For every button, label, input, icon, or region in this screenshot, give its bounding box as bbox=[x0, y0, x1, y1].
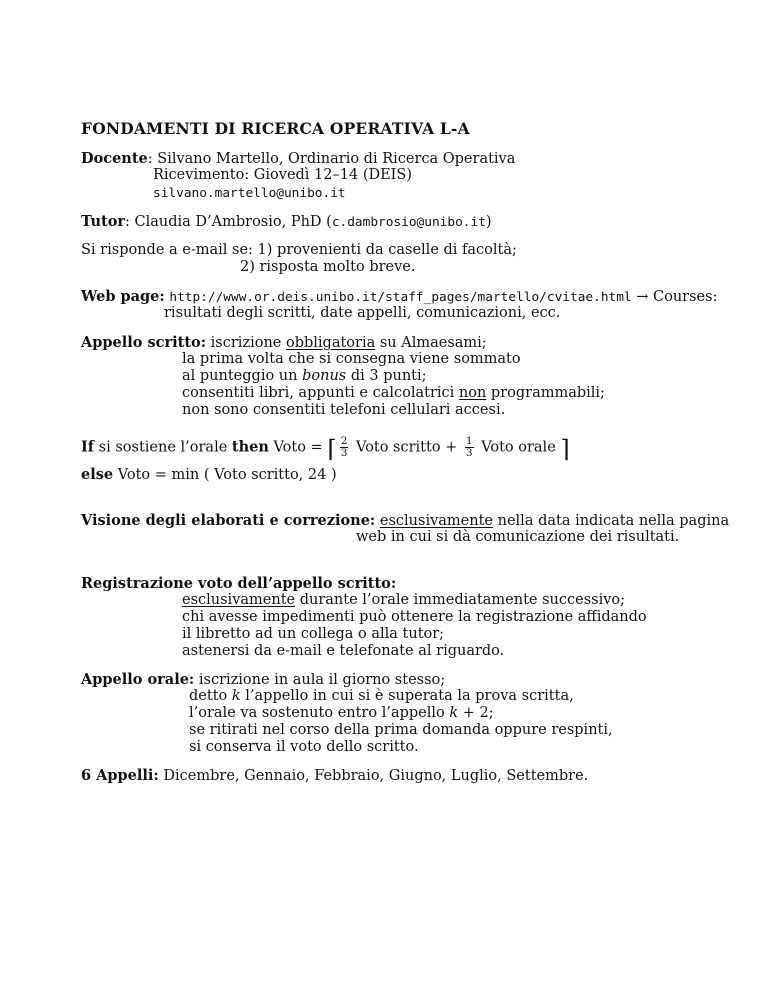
web-page-url: http://www.or.deis.unibo.it/staff_pages/martello/cvitae.html bbox=[169, 290, 632, 305]
fraction-numerator: 1 bbox=[465, 435, 473, 447]
appello-orale-text: iscrizione in aula il giorno stesso; bbox=[198, 672, 446, 688]
registrazione-line-4: astenersi da e-mail e telefonate al riguardo. bbox=[182, 643, 505, 659]
orale-entro-text: l’orale va sostenuto entro l’appello bbox=[189, 705, 450, 721]
email-rule-2: 2) risposta molto breve. bbox=[240, 259, 416, 275]
appello-text: l’appello in cui si è superata la prova scritta, bbox=[240, 688, 574, 704]
ricevimento-line: Ricevimento: Giovedì 12–14 (DEIS) bbox=[153, 167, 413, 183]
appelli-label: 6 Appelli: bbox=[81, 767, 159, 784]
appello-scritto-line-4 bbox=[182, 385, 605, 402]
email-rule-1: Si risponde a e-mail se: 1) provenienti da caselle di facoltà; bbox=[81, 242, 517, 258]
docente-label: Docente bbox=[81, 150, 148, 167]
appello-scritto-label: Appello scritto: bbox=[81, 334, 207, 351]
esclusivamente-text: esclusivamente bbox=[182, 592, 296, 608]
docente-line bbox=[81, 150, 515, 168]
registrazione-label-text: Registrazione voto dell’appello scritto: bbox=[81, 575, 397, 592]
appello-scritto-line-5: non sono consentiti telefoni cellulari accesi. bbox=[182, 402, 506, 418]
non-text: non bbox=[458, 385, 487, 401]
registrazione-label bbox=[81, 575, 396, 593]
fraction-two-thirds bbox=[340, 436, 349, 459]
fraction-denominator: 3 bbox=[340, 447, 348, 459]
document-title: FONDAMENTI DI RICERCA OPERATIVA L-A bbox=[81, 119, 470, 138]
registrazione-line-2: chi avesse impedimenti può ottenere la registrazione affidando bbox=[182, 609, 647, 625]
bonus-post: di 3 punti; bbox=[346, 368, 427, 384]
formula-else-line bbox=[81, 466, 337, 484]
detto-text: detto bbox=[189, 688, 232, 704]
registrazione-line-1 bbox=[182, 592, 625, 609]
appello-orale-line-3 bbox=[189, 705, 494, 722]
fraction-one-third bbox=[465, 436, 474, 459]
appello-orale-label: Appello orale: bbox=[81, 671, 195, 688]
formula-voto-eq: Voto = bbox=[268, 439, 328, 456]
appello-orale-line-2 bbox=[189, 688, 574, 705]
arrow-icon: → bbox=[636, 289, 649, 305]
visione-line-1 bbox=[81, 512, 729, 530]
appello-scritto-line-1 bbox=[81, 334, 487, 352]
appelli-months: Dicembre, Gennaio, Febbraio, Giugno, Luglio, Settembre. bbox=[158, 768, 589, 784]
else-keyword: else bbox=[81, 466, 114, 483]
web-page-line bbox=[81, 288, 717, 306]
tutor-line bbox=[81, 213, 492, 231]
formula-term-1: Voto scritto + bbox=[351, 439, 462, 456]
tutor-email: c.dambrosio@unibo.it bbox=[331, 215, 486, 230]
tutor-text: : Claudia D’Ambrosio, PhD ( bbox=[125, 214, 332, 230]
calcolatrici-pre: consentiti libri, appunti e calcolatrici bbox=[182, 385, 459, 401]
visione-line-2: web in cui si dà comunicazione dei risultati. bbox=[356, 529, 680, 545]
appello-scritto-line-3 bbox=[182, 368, 427, 385]
plus-two-text: + 2; bbox=[458, 705, 494, 721]
appelli-line bbox=[81, 767, 588, 785]
registrazione-text: durante l’orale immediatamente successivo; bbox=[295, 592, 626, 608]
appello-orale-line-1 bbox=[81, 671, 445, 689]
tutor-close-paren: ) bbox=[485, 214, 492, 230]
formula-term-2: Voto orale bbox=[476, 439, 561, 456]
appello-scritto-text-end: su Almaesami; bbox=[375, 335, 487, 351]
appello-orale-line-5: si conserva il voto dello scritto. bbox=[189, 739, 419, 755]
visione-label: Visione degli elaborati e correzione: bbox=[81, 512, 376, 529]
esclusivamente-text: esclusivamente bbox=[379, 513, 494, 529]
visione-text: nella data indicata nella pagina bbox=[493, 513, 730, 529]
ceil-right: ⌉ bbox=[560, 434, 570, 463]
formula-condition: si sostiene l’orale bbox=[94, 439, 232, 456]
appello-scritto-line-2: la prima volta che si consegna viene sommato bbox=[182, 351, 521, 367]
courses-text: Courses: bbox=[653, 289, 718, 305]
ceil-left: ⌈ bbox=[327, 434, 337, 463]
formula-if-line bbox=[81, 434, 570, 463]
docente-text: : Silvano Martello, Ordinario di Ricerca Operativa bbox=[147, 151, 516, 167]
appello-orale-line-4: se ritirati nel corso della prima domanda oppure respinti, bbox=[189, 722, 613, 738]
obbligatoria-text: obbligatoria bbox=[285, 335, 376, 351]
bonus-pre: al punteggio un bbox=[182, 368, 303, 384]
tutor-label: Tutor bbox=[81, 213, 126, 230]
fraction-denominator: 3 bbox=[465, 447, 473, 459]
fraction-numerator: 2 bbox=[340, 435, 348, 447]
if-keyword: If bbox=[81, 438, 95, 456]
bonus-text: bonus bbox=[302, 368, 347, 384]
formula-else-text: Voto = min ( Voto scritto, 24 ) bbox=[113, 467, 337, 483]
registrazione-line-3: il libretto ad un collega o alla tutor; bbox=[182, 626, 445, 642]
docente-email: silvano.martello@unibo.it bbox=[153, 186, 346, 201]
appello-scritto-text: iscrizione bbox=[210, 335, 286, 351]
calcolatrici-post: programmabili; bbox=[486, 385, 605, 401]
then-keyword: then bbox=[231, 438, 269, 456]
k-variable: k bbox=[231, 688, 241, 704]
web-page-label: Web page: bbox=[81, 288, 165, 305]
web-page-line-2: risultati degli scritti, date appelli, comunicazioni, ecc. bbox=[164, 305, 561, 321]
k-variable: k bbox=[449, 705, 459, 721]
